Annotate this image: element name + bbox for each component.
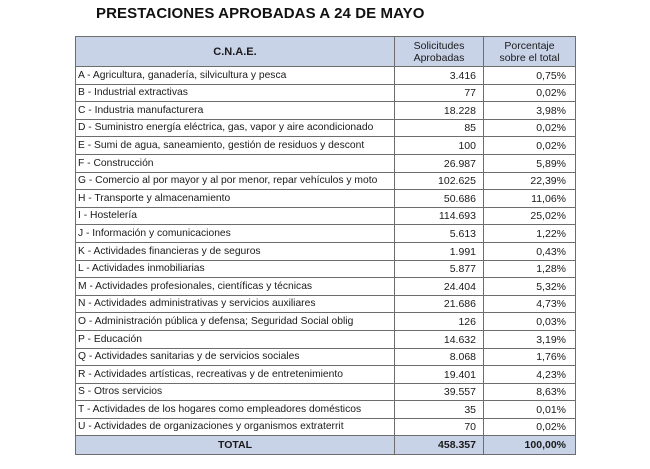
header-solicitudes-line1: Solicitudes	[413, 39, 465, 52]
row-solicitudes: 100	[395, 137, 484, 155]
row-porcentaje: 3,19%	[484, 330, 576, 348]
row-label: D - Suministro energía eléctrica, gas, vapor y aire acondicionado	[76, 119, 395, 137]
table-row	[76, 154, 576, 172]
row-porcentaje: 0,75%	[484, 67, 576, 85]
header-porcentaje-line1: Porcentaje	[504, 39, 555, 52]
row-solicitudes: 26.987	[395, 154, 484, 172]
row-label: T - Actividades de los hogares como empleadores domésticos	[76, 401, 395, 419]
row-label: U - Actividades de organizaciones y organismos extraterrit	[76, 418, 395, 436]
table-row	[76, 119, 576, 137]
table-row	[76, 313, 576, 331]
row-label: O - Administración pública y defensa; Seguridad Social oblig	[76, 313, 395, 331]
row-solicitudes: 35	[395, 401, 484, 419]
row-porcentaje: 22,39%	[484, 172, 576, 190]
row-porcentaje: 4,23%	[484, 366, 576, 384]
row-porcentaje: 1,28%	[484, 260, 576, 278]
table-row	[76, 207, 576, 225]
column-header-cnae: C.N.A.E.	[76, 37, 395, 67]
row-porcentaje: 5,32%	[484, 278, 576, 296]
table-row	[76, 84, 576, 102]
row-label: E - Sumi de agua, saneamiento, gestión de residuos y descont	[76, 137, 395, 155]
table-row	[76, 348, 576, 366]
row-label: J - Información y comunicaciones	[76, 225, 395, 243]
row-porcentaje: 0,43%	[484, 242, 576, 260]
row-label: P - Educación	[76, 330, 395, 348]
total-porcentaje: 100,00%	[484, 436, 576, 455]
row-porcentaje: 25,02%	[484, 207, 576, 225]
table-row	[76, 137, 576, 155]
row-porcentaje: 0,01%	[484, 401, 576, 419]
prestaciones-table	[75, 36, 576, 455]
row-label: G - Comercio al por mayor y al por menor, repar vehículos y moto	[76, 172, 395, 190]
row-solicitudes: 114.693	[395, 207, 484, 225]
table-row	[76, 383, 576, 401]
row-label: K - Actividades financieras y de seguros	[76, 242, 395, 260]
header-porcentaje-line2: sobre el total	[499, 51, 560, 64]
table-row	[76, 401, 576, 419]
row-porcentaje: 0,02%	[484, 119, 576, 137]
row-porcentaje: 0,03%	[484, 313, 576, 331]
table-row	[76, 366, 576, 384]
table-row	[76, 67, 576, 85]
row-solicitudes: 126	[395, 313, 484, 331]
row-label: C - Industria manufacturera	[76, 102, 395, 120]
row-porcentaje: 5,89%	[484, 154, 576, 172]
row-solicitudes: 3.416	[395, 67, 484, 85]
row-solicitudes: 1.991	[395, 242, 484, 260]
row-solicitudes: 5.613	[395, 225, 484, 243]
row-solicitudes: 8.068	[395, 348, 484, 366]
column-header-porcentaje	[484, 37, 576, 67]
row-label: B - Industrial extractivas	[76, 84, 395, 102]
row-porcentaje: 4,73%	[484, 295, 576, 313]
row-solicitudes: 39.557	[395, 383, 484, 401]
row-label: I - Hostelería	[76, 207, 395, 225]
row-porcentaje: 3,98%	[484, 102, 576, 120]
header-solicitudes-line2: Aprobadas	[413, 51, 465, 64]
row-solicitudes: 24.404	[395, 278, 484, 296]
table-row	[76, 102, 576, 120]
row-solicitudes: 19.401	[395, 366, 484, 384]
row-porcentaje: 0,02%	[484, 418, 576, 436]
row-solicitudes: 18.228	[395, 102, 484, 120]
row-porcentaje: 0,02%	[484, 137, 576, 155]
row-label: R - Actividades artísticas, recreativas y de entretenimiento	[76, 366, 395, 384]
row-solicitudes: 77	[395, 84, 484, 102]
table-row	[76, 172, 576, 190]
table-row	[76, 242, 576, 260]
total-row	[76, 436, 576, 455]
row-porcentaje: 11,06%	[484, 190, 576, 208]
row-label: N - Actividades administrativas y servicios auxiliares	[76, 295, 395, 313]
row-solicitudes: 70	[395, 418, 484, 436]
page-title: PRESTACIONES APROBADAS A 24 DE MAYO	[96, 5, 425, 22]
row-label: M - Actividades profesionales, científicas y técnicas	[76, 278, 395, 296]
table-row	[76, 278, 576, 296]
row-porcentaje: 8,63%	[484, 383, 576, 401]
row-porcentaje: 1,76%	[484, 348, 576, 366]
table-row	[76, 190, 576, 208]
row-label: A - Agricultura, ganadería, silvicultura y pesca	[76, 67, 395, 85]
row-solicitudes: 21.686	[395, 295, 484, 313]
table-row	[76, 295, 576, 313]
row-label: S - Otros servicios	[76, 383, 395, 401]
table-row	[76, 418, 576, 436]
table-row	[76, 260, 576, 278]
row-porcentaje: 0,02%	[484, 84, 576, 102]
row-label: F - Construcción	[76, 154, 395, 172]
column-header-solicitudes	[395, 37, 484, 67]
row-solicitudes: 14.632	[395, 330, 484, 348]
header-row	[76, 37, 576, 67]
total-label: TOTAL	[76, 436, 395, 455]
row-solicitudes: 85	[395, 119, 484, 137]
total-solicitudes: 458.357	[395, 436, 484, 455]
row-label: Q - Actividades sanitarias y de servicios sociales	[76, 348, 395, 366]
row-solicitudes: 102.625	[395, 172, 484, 190]
row-solicitudes: 5.877	[395, 260, 484, 278]
row-label: L - Actividades inmobiliarias	[76, 260, 395, 278]
row-porcentaje: 1,22%	[484, 225, 576, 243]
row-solicitudes: 50.686	[395, 190, 484, 208]
table-row	[76, 330, 576, 348]
table-row	[76, 225, 576, 243]
row-label: H - Transporte y almacenamiento	[76, 190, 395, 208]
